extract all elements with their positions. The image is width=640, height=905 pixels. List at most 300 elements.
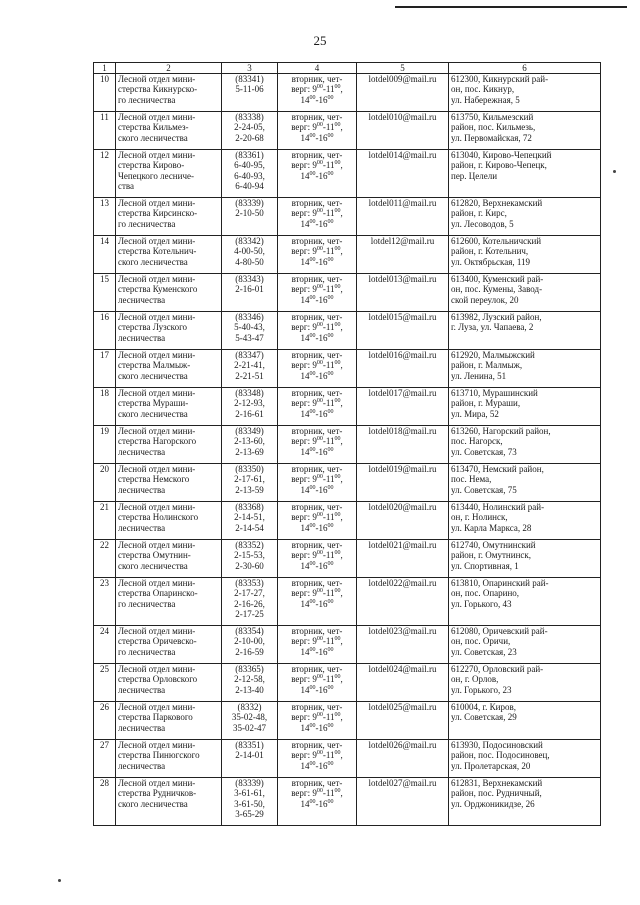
hours-text: , — [340, 322, 343, 333]
hours-text: -16 — [315, 408, 328, 419]
hours-text: верг: 9 — [291, 712, 317, 723]
phone-line: 2-14-51, — [234, 512, 265, 523]
hours-minutes: 00 — [309, 798, 316, 805]
address-line: ул. Горького, 43 — [451, 598, 512, 609]
hours-minutes: 00 — [309, 760, 316, 767]
hours-minutes: 00 — [316, 636, 323, 643]
phone-numbers — [222, 702, 278, 740]
department-name-line: стерства Нолинского — [118, 512, 199, 523]
hours-afternoon — [280, 599, 354, 609]
phone-line: 2-21-51 — [235, 370, 264, 381]
hours-text: 14 — [300, 446, 310, 457]
hours-afternoon — [280, 647, 354, 657]
hours-afternoon — [280, 799, 354, 809]
department-name-line: стерства Немского — [118, 474, 190, 485]
hours-minutes: 00 — [316, 512, 323, 519]
phone-line: 2-10-50 — [235, 208, 264, 219]
reception-hours — [278, 702, 357, 740]
column-header: 6 — [449, 63, 601, 74]
email-address: lotdel009@mail.ru — [357, 74, 449, 112]
department-name — [116, 312, 222, 350]
hours-text: -16 — [315, 560, 328, 571]
phone-line: (83341) — [235, 74, 264, 84]
hours-minutes: 00 — [327, 408, 334, 415]
address-line: 613260, Нагорский район, — [451, 426, 551, 436]
column-number-row — [94, 63, 601, 74]
address-line: район, г. Мураши, — [451, 398, 521, 409]
hours-minutes: 00 — [327, 94, 334, 101]
phone-line: 2-15-53, — [234, 550, 265, 561]
hours-text: , — [340, 160, 343, 171]
hours-text: верг: 9 — [291, 550, 317, 561]
hours-text: -11 — [322, 208, 335, 219]
column-header: 5 — [357, 63, 449, 74]
department-name-line: го лесничества — [118, 218, 176, 229]
hours-text: 14 — [300, 646, 310, 657]
hours-days: вторник, чет- — [291, 626, 343, 636]
hours-text: 14 — [300, 722, 310, 733]
top-rule — [395, 6, 627, 8]
column-header: 1 — [94, 63, 116, 74]
address-line: район, пос. Рудничный, — [451, 788, 542, 799]
department-name-line: стерства Опаринско- — [118, 588, 198, 599]
phone-numbers — [222, 426, 278, 464]
reception-hours — [278, 74, 357, 112]
reception-hours — [278, 664, 357, 702]
phone-numbers — [222, 664, 278, 702]
phone-numbers — [222, 502, 278, 540]
phone-line: 3-65-29 — [235, 809, 264, 820]
phone-line: 2-16-61 — [235, 408, 264, 419]
hours-days: вторник, чет- — [291, 388, 343, 398]
table-body — [94, 74, 601, 826]
hours-text: верг: 9 — [291, 674, 317, 685]
hours-minutes: 00 — [327, 722, 334, 729]
hours-text: 14 — [300, 256, 310, 267]
hours-minutes: 00 — [334, 588, 341, 595]
address-line: ул. Советская, 23 — [451, 646, 517, 657]
hours-afternoon — [280, 761, 354, 771]
row-number: 18 — [94, 388, 116, 426]
hours-text: верг: 9 — [291, 398, 317, 409]
email-address: lotdel027@mail.ru — [357, 778, 449, 826]
postal-address — [449, 778, 601, 826]
phone-line: (83350) — [235, 464, 264, 474]
phone-line: 2-13-40 — [235, 684, 264, 695]
hours-text: , — [340, 750, 343, 761]
department-name — [116, 778, 222, 826]
department-name — [116, 426, 222, 464]
department-name-line: ского лесничества — [118, 132, 188, 143]
email-address: lotdel014@mail.ru — [357, 150, 449, 198]
phone-numbers — [222, 150, 278, 198]
department-name — [116, 702, 222, 740]
hours-minutes: 00 — [316, 122, 323, 129]
email-address: lotdel019@mail.ru — [357, 464, 449, 502]
phone-numbers — [222, 350, 278, 388]
hours-minutes: 00 — [316, 322, 323, 329]
hours-minutes: 00 — [334, 360, 341, 367]
row-number: 14 — [94, 236, 116, 274]
hours-minutes: 00 — [327, 256, 334, 263]
address-line: 610004, г. Киров, — [451, 702, 516, 712]
hours-minutes: 00 — [327, 522, 334, 529]
department-name-line: стерства Мураши- — [118, 398, 189, 409]
phone-line: 6-40-93, — [234, 170, 265, 181]
reception-hours — [278, 540, 357, 578]
address-line: ул. Спортивная, 1 — [451, 560, 519, 571]
hours-text: , — [340, 284, 343, 295]
phone-line: (83354) — [235, 626, 264, 636]
hours-minutes: 00 — [316, 788, 323, 795]
hours-afternoon — [280, 447, 354, 457]
hours-days: вторник, чет- — [291, 540, 343, 550]
hours-text: 14 — [300, 598, 310, 609]
reception-hours — [278, 740, 357, 778]
phone-line: (83346) — [235, 312, 264, 322]
postal-address — [449, 740, 601, 778]
email-address: lotdel025@mail.ru — [357, 702, 449, 740]
hours-text: -11 — [322, 398, 335, 409]
phone-line: 5-40-43, — [234, 322, 265, 333]
department-name-line: Лесной отдел мини- — [118, 312, 196, 322]
department-name-line: Чепецкого лесниче- — [118, 170, 194, 181]
hours-text: верг: 9 — [291, 788, 317, 799]
department-name-line: ства — [118, 181, 135, 192]
hours-text: верг: 9 — [291, 160, 317, 171]
address-line: г. Луза, ул. Чапаева, 2 — [451, 322, 534, 333]
hours-morning — [280, 636, 354, 646]
row-number: 28 — [94, 778, 116, 826]
phone-line: (83339) — [235, 778, 264, 788]
reception-hours — [278, 426, 357, 464]
hours-days: вторник, чет- — [291, 778, 343, 788]
hours-minutes: 00 — [309, 218, 316, 225]
address-line: ул. Пролетарская, 20 — [451, 760, 531, 771]
address-line: ул. Советская, 73 — [451, 446, 517, 457]
hours-minutes: 00 — [334, 284, 341, 291]
phone-line: 2-16-26, — [234, 598, 265, 609]
postal-address — [449, 578, 601, 626]
email-address: lotdel010@mail.ru — [357, 112, 449, 150]
hours-afternoon — [280, 133, 354, 143]
row-number: 22 — [94, 540, 116, 578]
reception-hours — [278, 626, 357, 664]
postal-address — [449, 150, 601, 198]
phone-line: (83338) — [235, 112, 264, 122]
phone-line: (8332) — [237, 702, 262, 712]
address-line: он, пос. Кумены, Завод- — [451, 284, 543, 295]
page-number: 25 — [313, 33, 327, 48]
hours-minutes: 00 — [316, 474, 323, 481]
hours-minutes: 00 — [334, 750, 341, 757]
hours-text: , — [340, 360, 343, 371]
table-row — [94, 778, 601, 826]
phone-line: (83351) — [235, 740, 264, 750]
address-line: 613400, Куменский рай- — [451, 274, 544, 284]
table-row — [94, 426, 601, 464]
hours-afternoon — [280, 257, 354, 267]
email-address: lotdel020@mail.ru — [357, 502, 449, 540]
hours-minutes: 00 — [316, 398, 323, 405]
hours-text: -11 — [322, 588, 335, 599]
reception-hours — [278, 236, 357, 274]
hours-minutes: 00 — [316, 246, 323, 253]
row-number: 12 — [94, 150, 116, 198]
hours-minutes: 00 — [309, 132, 316, 139]
address-line: район, г. Кирово-Чепецк, — [451, 160, 547, 171]
row-number: 20 — [94, 464, 116, 502]
phone-line: 2-10-00, — [234, 636, 265, 647]
reception-hours — [278, 502, 357, 540]
department-name-line: лесничества — [118, 332, 166, 343]
department-name-line: ского лесничества — [118, 798, 188, 809]
address-line: ул. Горького, 23 — [451, 684, 512, 695]
address-line: ской переулок, 20 — [451, 294, 519, 305]
address-line: 613750, Кильмезский — [451, 112, 534, 122]
hours-minutes: 00 — [327, 446, 334, 453]
department-name-line: го лесничества — [118, 646, 176, 657]
table-row — [94, 502, 601, 540]
phone-numbers — [222, 274, 278, 312]
hours-afternoon — [280, 295, 354, 305]
postal-address — [449, 112, 601, 150]
address-line: 613440, Нолинский рай- — [451, 502, 545, 512]
email-address: lotdel026@mail.ru — [357, 740, 449, 778]
hours-minutes: 00 — [316, 750, 323, 757]
postal-address — [449, 388, 601, 426]
phone-numbers — [222, 74, 278, 112]
table-row — [94, 664, 601, 702]
department-name-line: лесничества — [118, 522, 166, 533]
email-address: lotdel011@mail.ru — [357, 198, 449, 236]
hours-minutes: 00 — [327, 370, 334, 377]
department-name-line: Лесной отдел мини- — [118, 626, 196, 636]
postal-address — [449, 74, 601, 112]
department-name-line: ского лесничества — [118, 370, 188, 381]
hours-days: вторник, чет- — [291, 274, 343, 284]
hours-text: 14 — [300, 170, 310, 181]
hours-text: 14 — [300, 560, 310, 571]
reception-hours — [278, 388, 357, 426]
hours-afternoon — [280, 171, 354, 181]
address-line: ул. Мира, 52 — [451, 408, 499, 419]
row-number: 23 — [94, 578, 116, 626]
hours-text: -11 — [322, 512, 335, 523]
phone-line: 2-12-58, — [234, 674, 265, 685]
hours-morning — [280, 788, 354, 798]
hours-morning — [280, 322, 354, 332]
hours-minutes: 00 — [309, 408, 316, 415]
department-name-line: стерства Кирсинско- — [118, 208, 198, 219]
department-name — [116, 150, 222, 198]
department-name-line: стерства Оричевско- — [118, 636, 197, 647]
address-line: пос. Нагорск, — [451, 436, 503, 447]
hours-minutes: 00 — [309, 484, 316, 491]
phone-numbers — [222, 312, 278, 350]
address-line: 612300, Кикнурский рай- — [451, 74, 549, 84]
phone-numbers — [222, 540, 278, 578]
table-row — [94, 540, 601, 578]
department-name-line: Лесной отдел мини- — [118, 388, 196, 398]
hours-days: вторник, чет- — [291, 236, 343, 246]
table-row — [94, 150, 601, 198]
department-name — [116, 112, 222, 150]
hours-minutes: 00 — [334, 788, 341, 795]
hours-days: вторник, чет- — [291, 198, 343, 208]
hours-minutes: 00 — [334, 160, 341, 167]
address-line: район, г. Омутнинск, — [451, 550, 531, 561]
table-row — [94, 112, 601, 150]
row-number: 19 — [94, 426, 116, 464]
hours-minutes: 00 — [309, 256, 316, 263]
phone-numbers — [222, 236, 278, 274]
department-name — [116, 540, 222, 578]
department-name-line: Лесной отдел мини- — [118, 350, 196, 360]
department-name — [116, 464, 222, 502]
department-name-line: го лесничества — [118, 94, 176, 105]
table-row — [94, 236, 601, 274]
department-name-line: стерства Рудничков- — [118, 788, 197, 799]
address-line: ул. Советская, 75 — [451, 484, 517, 495]
address-line: район, пос. Подосиновец, — [451, 750, 550, 761]
hours-minutes: 00 — [309, 170, 316, 177]
hours-minutes: 00 — [327, 646, 334, 653]
hours-text: -16 — [315, 446, 328, 457]
reception-hours — [278, 312, 357, 350]
department-name-line: стерства Малмыж- — [118, 360, 191, 371]
hours-text: -16 — [315, 170, 328, 181]
postal-address — [449, 426, 601, 464]
email-address: lotdel022@mail.ru — [357, 578, 449, 626]
hours-days: вторник, чет- — [291, 74, 343, 84]
email-address: lotdel016@mail.ru — [357, 350, 449, 388]
address-line: ул. Набережная, 5 — [451, 94, 520, 105]
hours-text: 14 — [300, 218, 310, 229]
hours-minutes: 00 — [309, 294, 316, 301]
hours-morning — [280, 550, 354, 560]
department-name-line: Лесной отдел мини- — [118, 112, 196, 122]
hours-text: 14 — [300, 370, 310, 381]
address-line: он, г. Нолинск, — [451, 512, 508, 523]
hours-minutes: 00 — [334, 246, 341, 253]
department-name-line: лесничества — [118, 722, 166, 733]
phone-numbers — [222, 198, 278, 236]
hours-text: верг: 9 — [291, 474, 317, 485]
hours-text: -16 — [315, 294, 328, 305]
phone-numbers — [222, 388, 278, 426]
reception-hours — [278, 198, 357, 236]
hours-morning — [280, 284, 354, 294]
hours-text: -11 — [322, 474, 335, 485]
phone-line: 2-13-60, — [234, 436, 265, 447]
address-line: он, пос. Оричи, — [451, 636, 511, 647]
department-name — [116, 578, 222, 626]
hours-days: вторник, чет- — [291, 350, 343, 360]
row-number: 17 — [94, 350, 116, 388]
address-line: район, г. Малмыж, — [451, 360, 523, 371]
hours-minutes: 00 — [309, 560, 316, 567]
hours-afternoon — [280, 371, 354, 381]
hours-morning — [280, 512, 354, 522]
department-name-line: стерства Куменского — [118, 284, 198, 295]
hours-minutes: 00 — [327, 484, 334, 491]
hours-text: , — [340, 398, 343, 409]
address-line: ул. Советская, 29 — [451, 712, 517, 723]
hours-text: 14 — [300, 484, 310, 495]
hours-text: верг: 9 — [291, 512, 317, 523]
phone-line: (83339) — [235, 198, 264, 208]
hours-text: -16 — [315, 370, 328, 381]
address-line: 612080, Оричевский рай- — [451, 626, 548, 636]
department-name-line: стерства Паркового — [118, 712, 193, 723]
hours-text: 14 — [300, 132, 310, 143]
hours-minutes: 00 — [334, 398, 341, 405]
address-line: район, г. Котельнич, — [451, 246, 529, 257]
phone-line: 2-13-59 — [235, 484, 264, 495]
row-number: 25 — [94, 664, 116, 702]
hours-minutes: 00 — [334, 208, 341, 215]
hours-text: -11 — [322, 750, 335, 761]
reception-hours — [278, 578, 357, 626]
phone-numbers — [222, 578, 278, 626]
hours-morning — [280, 160, 354, 170]
hours-minutes: 00 — [309, 332, 316, 339]
hours-days: вторник, чет- — [291, 464, 343, 474]
hours-minutes: 00 — [316, 674, 323, 681]
phone-line: 2-17-61, — [234, 474, 265, 485]
hours-minutes: 00 — [327, 218, 334, 225]
table-row — [94, 312, 601, 350]
hours-afternoon — [280, 523, 354, 533]
department-name-line: стерства Кикнурско- — [118, 84, 198, 95]
hours-text: верг: 9 — [291, 208, 317, 219]
table-row — [94, 578, 601, 626]
table-row — [94, 740, 601, 778]
hours-minutes: 00 — [309, 684, 316, 691]
phone-line: 2-13-69 — [235, 446, 264, 457]
hours-morning — [280, 750, 354, 760]
hours-text: верг: 9 — [291, 750, 317, 761]
email-address: lotdel015@mail.ru — [357, 312, 449, 350]
postal-address — [449, 540, 601, 578]
hours-minutes: 00 — [309, 94, 316, 101]
address-line: 613710, Мурашинский — [451, 388, 538, 398]
hours-text: , — [340, 636, 343, 647]
department-name — [116, 198, 222, 236]
hours-text: , — [340, 436, 343, 447]
department-name-line: Лесной отдел мини- — [118, 236, 196, 246]
hours-minutes: 00 — [316, 436, 323, 443]
department-name-line: Лесной отдел мини- — [118, 426, 196, 436]
phone-line: (83365) — [235, 664, 264, 674]
reception-hours — [278, 464, 357, 502]
address-line: 612740, Омутнинский — [451, 540, 536, 550]
hours-minutes: 00 — [327, 294, 334, 301]
phone-line: 4-00-50, — [234, 246, 265, 257]
email-address: lotdel013@mail.ru — [357, 274, 449, 312]
hours-text: , — [340, 674, 343, 685]
department-name — [116, 664, 222, 702]
address-line: 612270, Орловский рай- — [451, 664, 544, 674]
phone-line: (83347) — [235, 350, 264, 360]
postal-address — [449, 350, 601, 388]
hours-days: вторник, чет- — [291, 150, 343, 160]
email-address: lotdel023@mail.ru — [357, 626, 449, 664]
phone-line: 35-02-48, — [231, 712, 268, 723]
hours-minutes: 00 — [327, 170, 334, 177]
department-name-line: го лесничества — [118, 598, 176, 609]
